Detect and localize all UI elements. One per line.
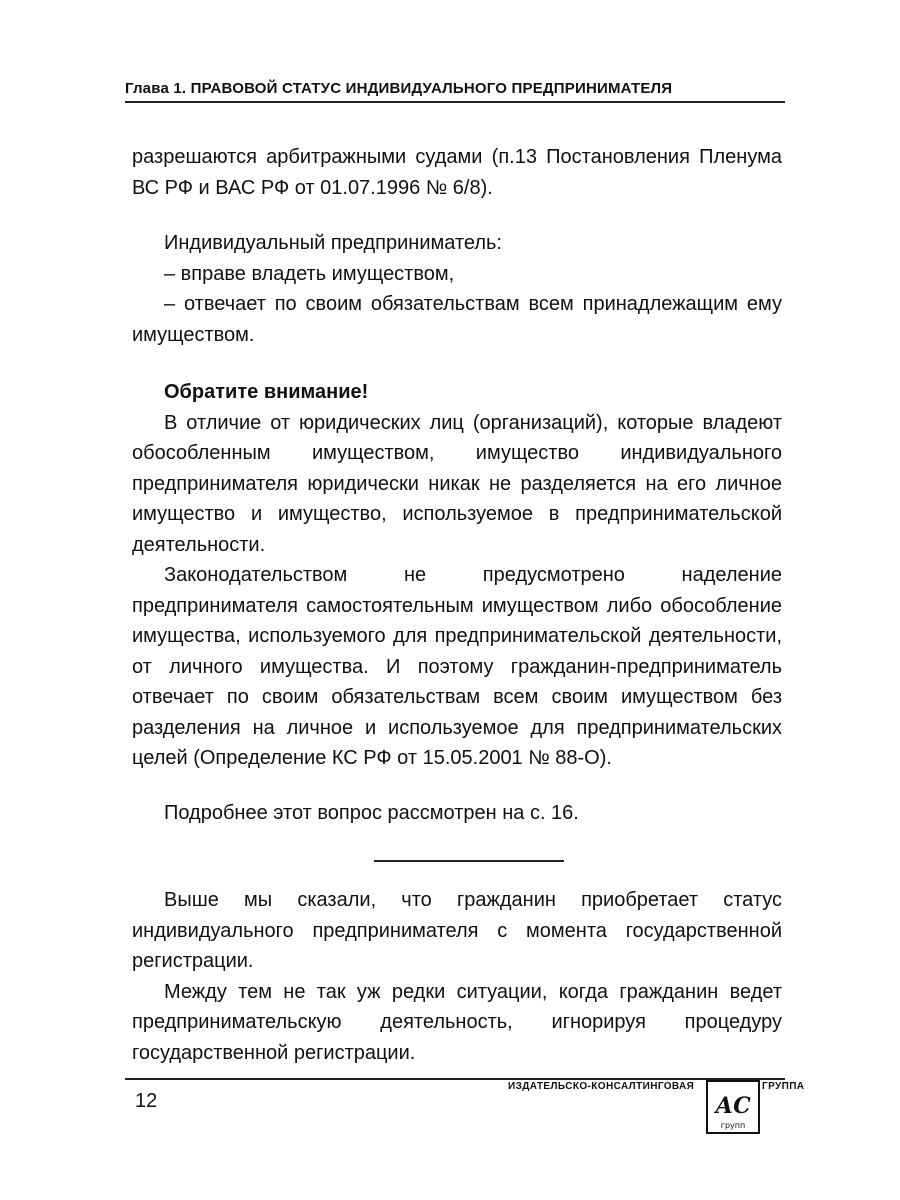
paragraph-7: Между тем не так уж редки ситуации, когда гражданин ведет предпринимательскую деятельность, игнорируя процедуру государственной регистрации. xyxy=(132,980,782,1064)
header-rule xyxy=(125,101,785,103)
publisher-name: ИЗДАТЕЛЬСКО-КОНСАЛТИНГОВАЯ xyxy=(508,1081,695,1092)
paragraph-6: Выше мы сказали, что гражданин приобретает статус индивидуального предпринимателя с момента государственной регистрации. xyxy=(132,889,782,972)
page-number: 12 xyxy=(135,1090,158,1112)
attention-block xyxy=(132,377,782,774)
paragraph-arbitration xyxy=(132,142,782,203)
list-item-2: – отвечает по своим обязательствам всем принадлежащим ему имуществом. xyxy=(132,293,782,346)
paragraph-5: Подробнее этот вопрос рассмотрен на с. 16. xyxy=(164,802,579,824)
entrepreneur-rights-block xyxy=(132,228,782,350)
paragraph-1: разрешаются арбитражными судами (п.13 Постановления Пленума ВС РФ и ВАС РФ от 01.07.1996 № 6/8). xyxy=(132,146,782,199)
paragraph-3: В отличие от юридических лиц (организаций), которые владеют обособленным имуществом, имущество индивидуального предпринимателя юридически никак не разделяется на его личное имущество и имущество, используемое в предпринимательской деятельности. xyxy=(132,411,782,556)
cross-reference xyxy=(132,798,782,829)
publisher-group: ГРУППА xyxy=(762,1081,805,1092)
section-divider xyxy=(374,860,564,862)
paragraph-2-intro: Индивидуальный предприниматель: xyxy=(164,232,502,254)
footer-rule xyxy=(125,1078,785,1080)
paragraph-4: Законодательством не предусмотрено наделение предпринимателя самостоятельным имуществом либо обособление имущества, используемого для предпринимательской деятельности, от личного имущества. И поэтому гражданин-предприниматель отвечает по своим обязательствам всем своим имуществом без разделения на личное и используемое для предпринимательских целей (Определение КС РФ от 15.05.2001 № 88-О). xyxy=(132,564,782,769)
registration-block xyxy=(132,885,782,1068)
logo-caption: групп xyxy=(720,1121,746,1130)
logo-text: АС xyxy=(715,1093,751,1119)
running-header: Глава 1. ПРАВОВОЙ СТАТУС ИНДИВИДУАЛЬНОГО ПРЕДПРИНИМАТЕЛЯ xyxy=(125,80,673,97)
publisher-logo xyxy=(706,1080,760,1134)
attention-title: Обратите внимание! xyxy=(164,381,369,403)
list-item-1: – вправе владеть имуществом, xyxy=(164,262,455,285)
